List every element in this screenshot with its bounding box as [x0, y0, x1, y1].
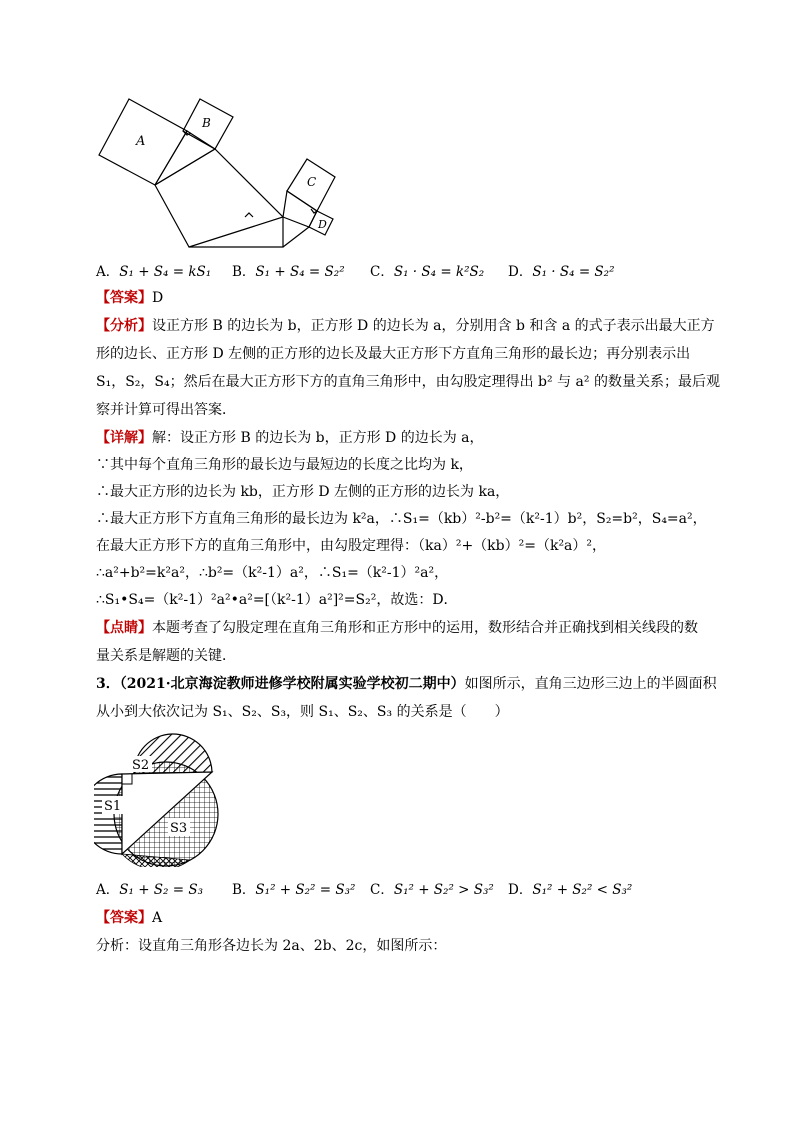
q2-answer: [96, 288, 163, 308]
q2-analysis-line3: S₁，S₂，S₄；然后在最大正方形下方的直角三角形中，由勾股定理得出 b² 与 a² 的数量关系；最后观: [96, 374, 720, 390]
option-expr: S₁ + S₂ = S₃: [119, 882, 204, 898]
option-expr: S₁ + S₄ = kS₁: [119, 264, 212, 280]
q3-option-b: [232, 878, 355, 898]
q2-option-d: [508, 260, 615, 280]
q2-option-b: [232, 260, 345, 280]
q2-analysis-line2: 形的边长、正方形 D 左侧的正方形的边长及最大正方形下方直角三角形的最长边；再分别表示出: [96, 346, 691, 362]
question-number: 3．: [96, 676, 120, 692]
option-expr: S₁² + S₂² = S₃²: [255, 882, 356, 898]
option-expr: S₁² + S₂² < S₃²: [532, 882, 633, 898]
option-label: B．: [232, 882, 256, 898]
analysis-tag: 【分析】: [96, 318, 152, 334]
option-expr: S₁ · S₄ = S₂²: [532, 264, 615, 280]
q2-analysis-line4: 察并计算可得出答案．: [96, 402, 236, 418]
comment-tag: 【点睛】: [96, 620, 152, 636]
comment-text: 本题考查了勾股定理在直角三角形和正方形中的运用，数形结合并正确找到相关线段的数: [152, 620, 698, 636]
q2-detail-line7: ∴S₁•S₄=（k²-1）²a²•a²=[（k²-1）a²]²=S₂²，故选：D．: [96, 592, 458, 608]
option-label: D．: [508, 882, 533, 898]
semicircles-figure: [94, 732, 229, 867]
squares-figure: [95, 95, 340, 250]
detail-tag: 【详解】: [96, 430, 152, 446]
q2-detail-line2: ∵其中每个直角三角形的最长边与最短边的长度之比均为 k，: [96, 457, 473, 473]
label-d: D: [318, 218, 327, 231]
q3-analysis: 分析：设直角三角形各边长为 2a、2b、2c，如图所示：: [96, 938, 447, 954]
option-label: C．: [370, 264, 394, 280]
q3-option-d: [508, 878, 632, 898]
largest-square: [155, 149, 283, 247]
answer-tag: 【答案】: [96, 290, 152, 306]
option-label: A．: [96, 882, 120, 898]
q2-detail-line6: ∴a²+b²=k²a²，∴b²=（k²-1）a²，∴S₁=（k²-1）²a²，: [96, 565, 449, 581]
question-text: 如图所示，直角三边形三边上的半圆面积: [464, 676, 717, 692]
label-a: A: [136, 134, 146, 149]
option-label: A．: [96, 264, 120, 280]
q3-option-c: [370, 878, 494, 898]
label-c: C: [307, 175, 317, 189]
answer-value: A: [152, 910, 163, 926]
analysis-text: 设正方形 B 的边长为 b，正方形 D 的边长为 a，分别用含 b 和含 a 的式子表示出最大正方: [152, 318, 715, 334]
q3-stem-line1: [96, 674, 717, 694]
answer-value: D: [152, 290, 164, 306]
label-s3: S3: [170, 821, 188, 836]
option-expr: S₁ + S₄ = S₂²: [255, 264, 345, 280]
detail-text: 解：设正方形 B 的边长为 b，正方形 D 的边长为 a，: [152, 430, 484, 446]
option-expr: S₁ · S₄ = k²S₂: [393, 264, 485, 280]
q2-analysis-line1: [96, 316, 715, 336]
q2-detail-line5: 在最大正方形下方的直角三角形中，由勾股定理得：（ka）²+（kb）²=（k²a）²，: [96, 538, 607, 554]
q2-detail-line4: ∴最大正方形下方直角三角形的最长边为 k²a，∴S₁=（kb）²-b²=（k²-1）b²，S₂=b²，S₄=a²，: [96, 511, 707, 527]
q2-comment-line2: 量关系是解题的关键．: [96, 648, 236, 664]
label-b: B: [202, 116, 211, 130]
label-s1: S1: [104, 799, 122, 814]
answer-tag: 【答案】: [96, 910, 152, 926]
q2-option-c: [370, 260, 484, 280]
q2-detail-line1: [96, 428, 484, 448]
option-label: D．: [508, 264, 533, 280]
q2-detail-line3: ∴最大正方形的边长为 kb，正方形 D 左侧的正方形的边长为 ka，: [96, 484, 510, 500]
option-label: C．: [370, 882, 394, 898]
q2-option-a: [96, 260, 211, 280]
q2-comment-line1: [96, 618, 698, 638]
label-s2: S2: [132, 758, 150, 773]
option-label: B．: [232, 264, 256, 280]
q3-option-a: [96, 878, 203, 898]
option-expr: S₁² + S₂² > S₃²: [393, 882, 494, 898]
question-source: （2021·北京海淀教师进修学校附属实验学校初二期中）: [119, 676, 465, 692]
q3-answer: [96, 908, 162, 928]
q3-stem-line2: 从小到大依次记为 S₁、S₂、S₃，则 S₁、S₂、S₃ 的关系是（ ）: [96, 704, 509, 720]
